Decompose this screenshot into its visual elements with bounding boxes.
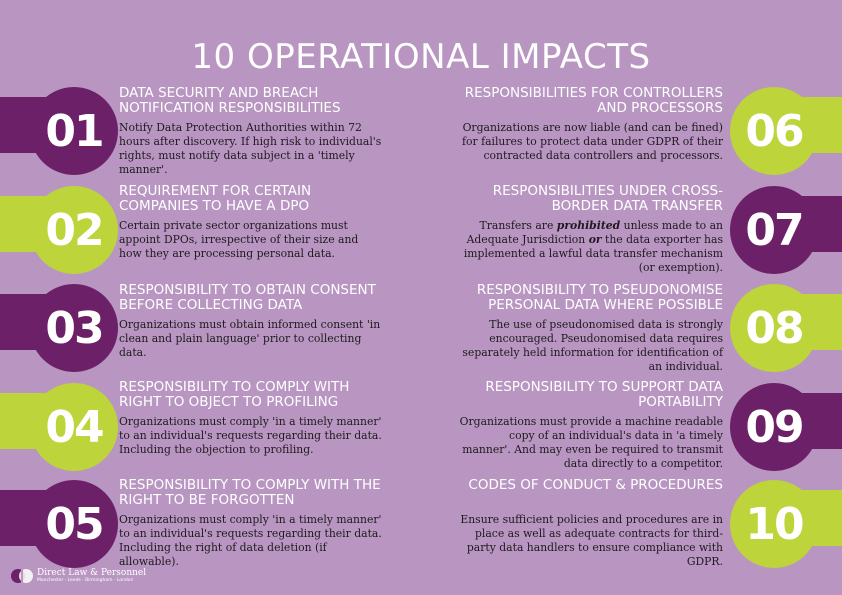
item-heading: RESPONSIBILITY TO COMPLY WITH THE RIGHT TO BE FORGOTTEN bbox=[119, 477, 381, 508]
item-heading: DATA SECURITY AND BREACH NOTIFICATION RESPONSIBILITIES bbox=[119, 85, 341, 116]
item-number: 06 bbox=[745, 105, 803, 157]
item-description: The use of pseudonomised data is strongly encouraged. Pseudonomised data requires separately held information for identification of an individual. bbox=[462, 318, 723, 373]
item-heading: CODES OF CONDUCT & PROCEDURES bbox=[468, 477, 723, 493]
item-number: 04 bbox=[45, 401, 103, 453]
item-description: Notify Data Protection Authorities within 72 hours after discovery. If high risk to individual's rights, must notify data subject in a 'timely manner'. bbox=[119, 121, 382, 176]
number-circle bbox=[30, 480, 118, 568]
item-number: 01 bbox=[45, 105, 103, 157]
number-circle bbox=[730, 383, 818, 471]
logo-cities: Manchester · Leeds · Birmingham · London bbox=[37, 578, 134, 583]
number-circle bbox=[30, 284, 118, 372]
item-description: Organizations are now liable (and can be fined) for failures to protect data under GDPR of their contracted data controllers and processors. bbox=[462, 121, 723, 162]
logo-name: Direct Law & Personnel bbox=[37, 568, 147, 578]
number-circle bbox=[730, 480, 818, 568]
item-number: 07 bbox=[745, 204, 803, 256]
number-circle bbox=[30, 87, 118, 175]
item-number: 05 bbox=[45, 498, 103, 550]
logo-mark-icon bbox=[10, 566, 34, 586]
item-number: 10 bbox=[745, 498, 803, 550]
item-heading: REQUIREMENT FOR CERTAIN COMPANIES TO HAVE A DPO bbox=[119, 183, 312, 214]
item-heading: RESPONSIBILITY TO OBTAIN CONSENT BEFORE COLLECTING DATA bbox=[119, 282, 376, 313]
page-title: 10 OPERATIONAL IMPACTS bbox=[191, 36, 651, 77]
item-number: 09 bbox=[745, 401, 803, 453]
item-description: Organizations must provide a machine readable copy of an individual's data in 'a timely manner'. And may even be required to transmit data directly to a competitor. bbox=[459, 415, 723, 470]
item-description: Ensure sufficient policies and procedures are in place as well as adequate contracts for third-party data handlers to ensure compliance with GDPR. bbox=[460, 513, 723, 568]
item-number: 03 bbox=[45, 302, 103, 354]
company-logo bbox=[10, 566, 146, 586]
number-circle bbox=[730, 87, 818, 175]
number-circle bbox=[730, 284, 818, 372]
item-description: Transfers are prohibited unless made to an Adequate Jurisdiction or the data exporter has implemented a lawful data transfer mechanism (or exemption). bbox=[463, 219, 723, 274]
item-heading: RESPONSIBILITY TO COMPLY WITH RIGHT TO OBJECT TO PROFILING bbox=[119, 379, 350, 410]
number-circle bbox=[30, 186, 118, 274]
number-circle bbox=[730, 186, 818, 274]
item-description: Organizations must comply 'in a timely manner' to an individual's requests regarding their data. Including the objection to profiling. bbox=[119, 415, 382, 456]
item-heading: RESPONSIBILITY TO PSEUDONOMISE PERSONAL DATA WHERE POSSIBLE bbox=[476, 282, 723, 313]
item-number: 02 bbox=[45, 204, 103, 256]
item-heading: RESPONSIBILITIES FOR CONTROLLERS AND PROCESSORS bbox=[464, 85, 723, 116]
item-description: Organizations must comply 'in a timely manner' to an individual's requests regarding their data. Including the right of data deletion (if allowable). bbox=[119, 513, 382, 568]
number-circle bbox=[30, 383, 118, 471]
item-description: Organizations must obtain informed consent 'in clean and plain language' prior to collecting data. bbox=[119, 318, 381, 359]
item-description: Certain private sector organizations must appoint DPOs, irrespective of their size and how they are processing personal data. bbox=[119, 219, 359, 260]
item-number: 08 bbox=[745, 302, 803, 354]
item-heading: RESPONSIBILITIES UNDER CROSS-BORDER DATA TRANSFER bbox=[492, 183, 723, 214]
item-heading: RESPONSIBILITY TO SUPPORT DATA PORTABILITY bbox=[485, 379, 723, 410]
